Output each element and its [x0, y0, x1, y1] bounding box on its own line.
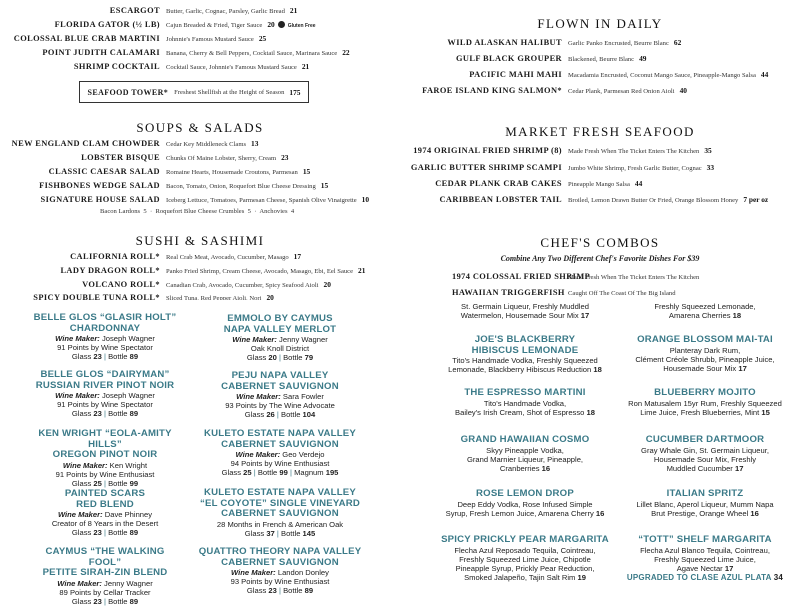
- item-name: HAWAIIAN TRIGGERFISH: [452, 288, 565, 297]
- cocktail-desc: Ron Matusalem 15yr Rum, Freshly Squeezed: [628, 398, 782, 408]
- menu-item: [0, 195, 369, 204]
- item-price: 44: [634, 179, 643, 188]
- cocktail-card: [610, 535, 800, 584]
- cocktail-desc: Grand Marnier Liqueur, Pineapple,: [466, 454, 584, 464]
- cocktail-desc: Flecha Azul Reposado Tequila, Cointreau,: [454, 545, 596, 555]
- item-desc: Jumbo White Shrimp, Fresh Garlic Butter, Cognac: [568, 165, 702, 172]
- item-name: FLORIDA GATOR (½ LB): [54, 20, 160, 29]
- wine-name: CHARDONNAY: [69, 322, 141, 334]
- cocktail-name: CUCUMBER DARTMOOR: [645, 434, 765, 445]
- menu-item: [372, 179, 642, 188]
- wine-name: CAYMUS “THE WALKING FOOL”: [45, 546, 165, 568]
- item-desc: Canadian Crab, Avocado, Cucumber, Spicy Seafood Aioli: [166, 282, 319, 289]
- menu-item-calamari: [0, 48, 350, 57]
- item-desc: Panko Fried Shrimp, Cream Cheese, Avocado, Masago, Ebi, Eel Sauce: [166, 268, 354, 275]
- item-name: POINT JUDITH CALAMARI: [42, 48, 160, 57]
- cocktail-card: [430, 302, 620, 320]
- wine-name: CABERNET SAUVIGNON: [221, 556, 339, 568]
- item-name: LADY DRAGON ROLL*: [60, 266, 160, 275]
- item-price: 49: [639, 54, 647, 63]
- cocktail-desc: Lillet Blanc, Aperol Liqueur, Mumm Napa: [636, 499, 774, 509]
- cocktail-name: ORANGE BLOSSOM MAI-TAI: [637, 334, 773, 345]
- wine-price: Glass 23 | Bottle 89: [71, 596, 139, 606]
- item-desc: Pineapple Mango Salsa: [568, 181, 630, 188]
- item-price: 62: [673, 38, 682, 47]
- cocktail-desc: Freshly Squeezed Lime Juice,: [654, 554, 756, 564]
- item-name: LOBSTER BISQUE: [81, 153, 160, 162]
- cocktail-desc: Freshly Squeezed Lime Juice, Chipotle: [459, 554, 591, 564]
- cocktail-desc: Clément Créole Shrubb, Pineapple Juice,: [635, 354, 775, 364]
- wine-note: 28 Months in French & American Oak: [216, 519, 344, 529]
- wine-maker: Wine Maker: Jenny Wagner: [232, 335, 328, 344]
- cocktail-desc: Smoked Jalapeño, Tajin Salt Rim 19: [464, 573, 586, 583]
- item-desc: Made Fresh When The Ticket Enters The Kitchen: [568, 274, 700, 281]
- cocktail-card: [610, 489, 800, 518]
- gluten-free-label: Gluten Free: [287, 23, 316, 29]
- item-desc: Macadamia Encrusted, Coconut Mango Sauce, Pineapple-Mango Salsa: [568, 72, 756, 79]
- item-name: GARLIC BUTTER SHRIMP SCAMPI: [410, 163, 562, 172]
- wine-price: Glass 20 | Bottle 79: [246, 353, 314, 363]
- item-price: 17: [293, 252, 302, 261]
- item-desc: Johnnie's Famous Mustard Sauce: [166, 36, 254, 43]
- clipped-top-line: [60, 0, 320, 2]
- section-title-flown: FLOWN IN DAILY: [537, 16, 663, 31]
- wine-price: Glass 23 | Bottle 89: [71, 352, 139, 362]
- item-name: PACIFIC MAHI MAHI: [469, 70, 562, 79]
- cocktail-desc: Brut Prestige, Orange Wheel 16: [651, 508, 759, 518]
- wine-name: RED BLEND: [76, 498, 134, 510]
- wine-name: CABERNET SAUVIGNON: [221, 380, 339, 392]
- cocktail-card: [610, 388, 800, 417]
- item-price: 21: [358, 266, 366, 275]
- cocktail-card: [430, 435, 620, 473]
- item-price: 15: [302, 167, 311, 176]
- item-name: FISHBONES WEDGE SALAD: [39, 181, 160, 190]
- item-price: 20: [323, 280, 331, 289]
- wine-price: Glass 23 | Bottle 89: [71, 409, 139, 419]
- item-name: VOLCANO ROLL*: [82, 280, 160, 289]
- item-price: 21: [289, 6, 298, 15]
- wine-card: [200, 314, 360, 363]
- cocktail-name: HIBISCUS LEMONADE: [471, 344, 579, 356]
- menu-item: [0, 181, 328, 190]
- wine-price: Glass 23 | Bottle 89: [246, 586, 314, 596]
- wine-card: [30, 489, 180, 538]
- section-title-market: MARKET FRESH SEAFOOD: [505, 124, 695, 139]
- cocktail-desc: Cranberries 16: [499, 463, 551, 473]
- item-price: 10: [361, 195, 370, 204]
- item-price: 44: [760, 70, 769, 79]
- wine-note: 93 Points by The Wine Advocate: [225, 401, 335, 411]
- cocktail-desc: Agave Nectar 17: [676, 563, 734, 573]
- wine-price: Glass 23 | Bottle 89: [71, 528, 139, 538]
- cocktail-desc: Planteray Dark Rum,: [669, 345, 741, 355]
- wine-price: Glass 26 | Bottle 104: [244, 410, 316, 420]
- cocktail-card: [610, 435, 800, 473]
- cocktail-name: ITALIAN SPRITZ: [666, 488, 744, 499]
- item-name: CEDAR PLANK CRAB CAKES: [435, 179, 562, 188]
- cocktail-desc: Gray Whale Gin, St. Germain Liqueur,: [641, 445, 769, 455]
- menu-item: [372, 70, 768, 79]
- item-name: SHRIMP COCKTAIL: [73, 62, 160, 71]
- wine-name: KULETO ESTATE NAPA VALLEY: [204, 428, 356, 439]
- menu-item: [0, 252, 301, 261]
- item-price: 7 per oz: [743, 195, 769, 204]
- wine-name: KEN WRIGHT “EOLA-AMITY HILLS”: [38, 428, 172, 450]
- wine-name: RUSSIAN RIVER PINOT NOIR: [35, 379, 175, 391]
- item-price: 35: [704, 146, 712, 155]
- wine-name: CABERNET SAUVIGNON: [221, 438, 339, 450]
- item-price: 23: [281, 153, 289, 162]
- menu-item: [372, 195, 768, 204]
- item-price: 25: [258, 34, 267, 43]
- menu-item-escargot: [0, 6, 297, 15]
- wine-name: OREGON PINOT NOIR: [52, 449, 158, 460]
- cocktail-card: [610, 302, 800, 320]
- item-name: CARIBBEAN LOBSTER TAIL: [439, 195, 562, 204]
- cocktail-desc: Skyy Pineapple Vodka,: [486, 445, 564, 455]
- cocktail-desc: Freshly Squeezed Lemonade,: [654, 302, 756, 311]
- item-desc: Real Crab Meat, Avocado, Cucumber, Masago: [166, 254, 289, 261]
- item-name: CALIFORNIA ROLL*: [70, 252, 160, 261]
- cocktail-name: SPICY PRICKLY PEAR MARGARITA: [441, 534, 609, 545]
- item-desc: Bacon, Tomato, Onion, Roquefort Blue Cheese Dressing: [166, 183, 316, 190]
- wine-maker: Wine Maker: Dave Phinney: [57, 510, 153, 519]
- cocktail-desc: Housemade Sour Mix 17: [663, 363, 747, 373]
- item-price: 13: [251, 139, 259, 148]
- seafood-tower-box: [79, 81, 309, 103]
- menu-item: [0, 139, 258, 148]
- wine-name: “EL COYOTE” SINGLE VINEYARD: [200, 497, 360, 509]
- cocktail-name: THE ESPRESSO MARTINI: [464, 387, 586, 398]
- wine-card: [200, 371, 360, 420]
- item-name: 1974 COLOSSAL FRIED SHRIMP: [452, 272, 591, 281]
- combos-subtitle: Combine Any Two Different Chef's Favorite Dishes For $39: [500, 254, 700, 263]
- wine-card: [195, 429, 365, 478]
- item-desc: Iceberg Lettuce, Tomatoes, Parmesan Cheese, Spanish Olive Vinaigrette: [166, 197, 357, 204]
- menu-item-shrimp-cocktail: [0, 62, 309, 71]
- section-title-combos: CHEF'S COMBOS: [540, 235, 660, 250]
- item-name: WILD ALASKAN HALIBUT: [447, 38, 562, 47]
- menu-item: [372, 54, 646, 63]
- menu-item: [372, 163, 714, 172]
- item-price: 40: [679, 86, 687, 95]
- menu-item-florida-gator: [0, 20, 316, 29]
- item-price: 20: [267, 20, 275, 29]
- wine-maker: Wine Maker: Geo Verdejo: [235, 450, 325, 459]
- menu-item: [0, 167, 310, 176]
- item-name: NEW ENGLAND CLAM CHOWDER: [11, 139, 160, 148]
- cocktail-card: [430, 535, 620, 582]
- wine-name: KULETO ESTATE NAPA VALLEY: [204, 487, 356, 498]
- menu-item: [372, 146, 712, 155]
- item-desc: Romaine Hearts, Housemade Croutons, Parmesan: [166, 169, 298, 176]
- wine-note: 93 Points by Wine Enthusiast: [230, 577, 330, 587]
- wine-name: BELLE GLOS “GLASIR HOLT”: [33, 312, 177, 323]
- wine-maker: Wine Maker: Joseph Wagner: [55, 334, 155, 343]
- menu-item: [372, 86, 687, 95]
- item-name: FAROE ISLAND KING SALMON*: [422, 86, 562, 95]
- wine-maker: Wine Maker: Jenny Wagner: [57, 578, 153, 588]
- menu-item-crab-martini: [0, 34, 266, 43]
- section-title-soups: SOUPS & SALADS: [136, 120, 264, 135]
- menu-item: [0, 280, 331, 289]
- item-name: ESCARGOT: [109, 6, 160, 15]
- cocktail-name: GRAND HAWAIIAN COSMO: [460, 434, 590, 445]
- menu-item: [0, 293, 274, 300]
- section-title-sushi: SUSHI & SASHIMI: [135, 233, 265, 248]
- wine-name: EMMOLO BY CAYMUS: [227, 313, 333, 324]
- wine-card: [30, 547, 180, 606]
- wine-card: [195, 488, 365, 538]
- cocktail-desc: Syrup, Fresh Lemon Juice, Amarena Cherry 16: [445, 508, 605, 518]
- wine-note: 91 Points by Wine Spectator: [57, 400, 153, 410]
- cocktail-desc: Lemonade, Blackberry Hibiscus Reduction 18: [448, 365, 602, 375]
- item-desc: Broiled, Lemon Drawn Butter Or Fried, Orange Blossom Honey: [568, 197, 739, 204]
- item-desc: Cedar Plank, Parmesan Red Onion Aioli: [568, 88, 675, 95]
- wine-card: [30, 313, 180, 362]
- cocktail-desc: Pineapple Syrup, Prickly Pear Reduction,: [455, 563, 595, 573]
- menu-item: [372, 38, 681, 47]
- cocktail-desc: Tito's Handmade Vodka, Freshly Squeezed: [452, 356, 598, 365]
- cocktail-card: [610, 335, 800, 373]
- wine-note: Creator of 8 Years in the Desert: [51, 519, 159, 529]
- item-name: 1974 ORIGINAL FRIED SHRIMP (8): [413, 146, 562, 155]
- wine-price: Glass 25 | Bottle 99: [71, 478, 139, 488]
- item-desc: Blackened, Beurre Blanc: [568, 56, 635, 63]
- item-desc: Caught Off The Coast Of The Big Island: [568, 290, 676, 297]
- item-desc: Cajun Breaded & Fried, Tiger Sauce: [166, 22, 263, 29]
- cocktail-desc: Bailey's Irish Cream, Shot of Espresso 18: [455, 407, 595, 417]
- item-price: 21: [301, 62, 310, 71]
- item-name: COLOSSAL BLUE CRAB MARTINI: [13, 34, 160, 43]
- cocktail-desc: Tito's Handmade Vodka,: [483, 398, 567, 408]
- cocktail-name: ROSE LEMON DROP: [476, 488, 574, 499]
- cocktail-desc: Lime Juice, Fresh Blueberries, Mint 15: [640, 407, 770, 417]
- item-name: SPICY DOUBLE TUNA ROLL*: [33, 293, 160, 300]
- upgrade-note: UPGRADED TO CLASE AZUL PLATA 34: [626, 573, 784, 583]
- wine-note: 89 Points by Cellar Tracker: [59, 587, 151, 597]
- cocktail-desc: Amarena Cherries 18: [668, 311, 742, 321]
- wine-note: 94 Points by Wine Enthusiast: [230, 459, 330, 469]
- wine-maker: Wine Maker: Sara Fowler: [236, 392, 324, 401]
- cocktail-desc: Muddled Cucumber 17: [666, 463, 744, 473]
- item-name: SIGNATURE HOUSE SALAD: [40, 195, 160, 204]
- item-price: 20: [266, 293, 274, 300]
- cocktail-desc: Watermelon, Housemade Sour Mix 17: [460, 311, 590, 321]
- menu-item: [0, 266, 365, 275]
- menu-item: [0, 153, 289, 162]
- cocktail-desc: Deep Eddy Vodka, Rose Infused Simple: [457, 499, 593, 509]
- cocktail-name: BLUEBERRY MOJITO: [654, 387, 756, 398]
- item-price: 15: [320, 181, 329, 190]
- wine-name: BELLE GLOS “DAIRYMAN”: [40, 369, 170, 380]
- cocktail-card: [430, 335, 620, 374]
- cocktail-desc: Flecha Azul Blanco Tequila, Cointreau,: [640, 545, 770, 555]
- wine-name: PAINTED SCARS: [64, 488, 146, 499]
- item-desc: Sliced Tuna, Red Pepper Aioli, Nori: [166, 295, 262, 300]
- wine-note: Oak Knoll District: [250, 344, 310, 354]
- menu-item: [452, 288, 676, 297]
- item-price: 22: [342, 48, 350, 57]
- wine-price: Glass 37 | Bottle 145: [244, 528, 316, 538]
- cocktail-desc: Housemade Sour Mix, Freshly: [653, 454, 757, 464]
- item-desc: Garlic Panko Encrusted, Beurre Blanc: [568, 40, 669, 47]
- item-desc: Freshest Shellfish at the Height of Season: [174, 88, 285, 96]
- wine-note: 91 Points by Wine Enthusiast: [55, 469, 155, 479]
- cocktail-desc: St. Germain Liqueur, Freshly Muddled: [461, 302, 589, 311]
- wine-card: [195, 547, 365, 596]
- item-name: SEAFOOD TOWER*: [87, 87, 169, 97]
- item-desc: Made Fresh When The Ticket Enters The Kitchen: [568, 148, 700, 155]
- wine-name: QUATTRO THEORY NAPA VALLEY: [198, 546, 362, 557]
- wine-card: [30, 429, 180, 488]
- item-desc: Butter, Garlic, Cognac, Parsley, Garlic Bread: [166, 8, 285, 15]
- wine-note: 91 Points by Wine Spectator: [57, 343, 153, 353]
- cocktail-name: “TOTT” SHELF MARGARITA: [638, 534, 772, 545]
- wine-name: NAPA VALLEY MERLOT: [223, 323, 337, 335]
- cocktail-card: [430, 489, 620, 518]
- salad-addons: Bacon Lardons 5 · Roquefort Blue Cheese Crumbles 5 · Anchovies 4: [100, 208, 295, 215]
- item-price: 33: [706, 163, 715, 172]
- item-name: GULF BLACK GROUPER: [456, 54, 562, 63]
- wine-maker: Wine Maker: Joseph Wagner: [55, 391, 155, 400]
- wine-name: PEJU NAPA VALLEY: [231, 370, 329, 381]
- cocktail-card: [430, 388, 620, 417]
- gluten-free-icon: [278, 21, 285, 28]
- item-desc: Cedar Key Middleneck Clams: [166, 141, 247, 148]
- cocktail-name: JOE'S BLACKBERRY: [474, 334, 576, 345]
- item-name: CLASSIC CAESAR SALAD: [48, 167, 160, 176]
- wine-card: [30, 370, 180, 419]
- menu-item: [452, 272, 699, 281]
- wine-price: Glass 25 | Bottle 99 | Magnum 195: [221, 468, 339, 478]
- item-desc: Cocktail Sauce, Johnnie's Famous Mustard Sauce: [166, 64, 297, 71]
- item-desc: Chunks Of Maine Lobster, Sherry, Cream: [166, 155, 277, 162]
- wine-maker: Wine Maker: Ken Wright: [62, 460, 148, 470]
- item-price: 175: [289, 87, 301, 97]
- wine-name: PETITE SIRAH-ZIN BLEND: [42, 567, 168, 578]
- item-desc: Banana, Cherry & Bell Peppers, Cocktail Sauce, Marinara Sauce: [166, 50, 338, 57]
- sushi-clip: [0, 293, 330, 300]
- wine-maker: Wine Maker: Landon Donley: [231, 568, 329, 577]
- wine-name: CABERNET SAUVIGNON: [221, 508, 339, 519]
